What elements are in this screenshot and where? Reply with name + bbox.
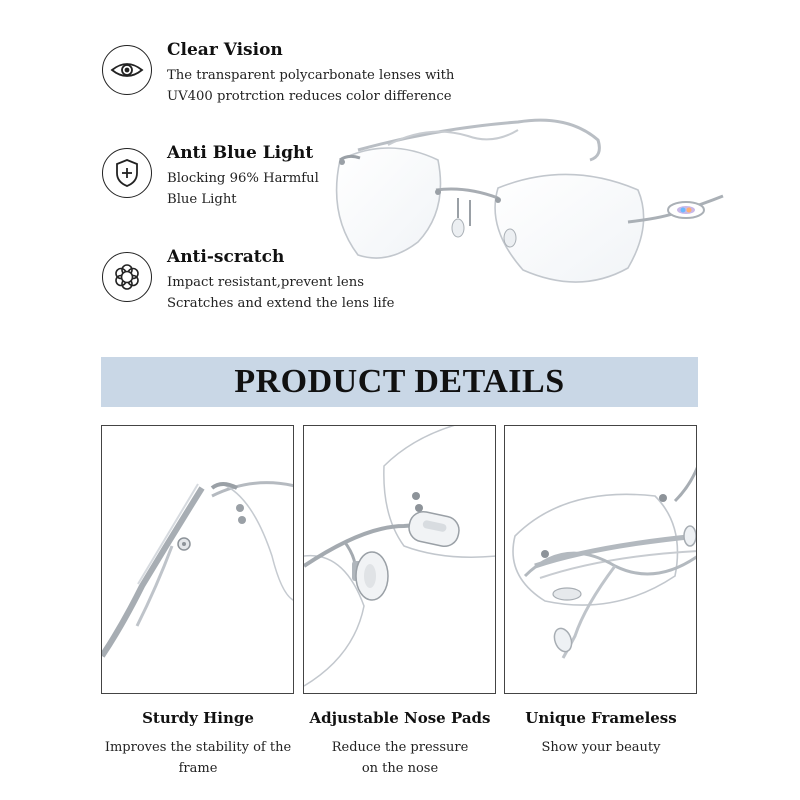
feature-title: Clear Vision	[167, 40, 283, 60]
banner-title: PRODUCT DETAILS	[234, 363, 565, 400]
feature-description: The transparent polycarbonate lenses with UV400 protrction reduces color difference	[167, 68, 455, 104]
detail-title-nose-pads: Adjustable Nose Pads	[309, 709, 491, 727]
detail-description: Show your beauty	[541, 740, 661, 755]
product-details-banner	[101, 357, 698, 407]
gear-flower-icon	[102, 252, 152, 302]
feature-title: Anti Blue Light	[167, 143, 314, 163]
shield-plus-icon	[102, 148, 152, 198]
detail-title-frameless: Unique Frameless	[525, 709, 677, 727]
eye-icon	[102, 45, 152, 95]
glasses-image	[318, 100, 728, 300]
detail-image-frameless	[504, 425, 697, 694]
feature-title: Anti-scratch	[167, 247, 285, 267]
detail-description: Reduce the pressure on the nose	[331, 740, 469, 776]
feature-description: Blocking 96% Harmful Blue Light	[167, 171, 319, 207]
feature-description: Impact resistant,prevent lens Scratches and extend the lens life	[167, 275, 395, 311]
detail-description: Improves the stability of the frame	[104, 740, 292, 776]
detail-image-hinge	[101, 425, 294, 694]
detail-title-sturdy-hinge: Sturdy Hinge	[142, 709, 254, 727]
detail-image-nose-pads	[303, 425, 496, 694]
